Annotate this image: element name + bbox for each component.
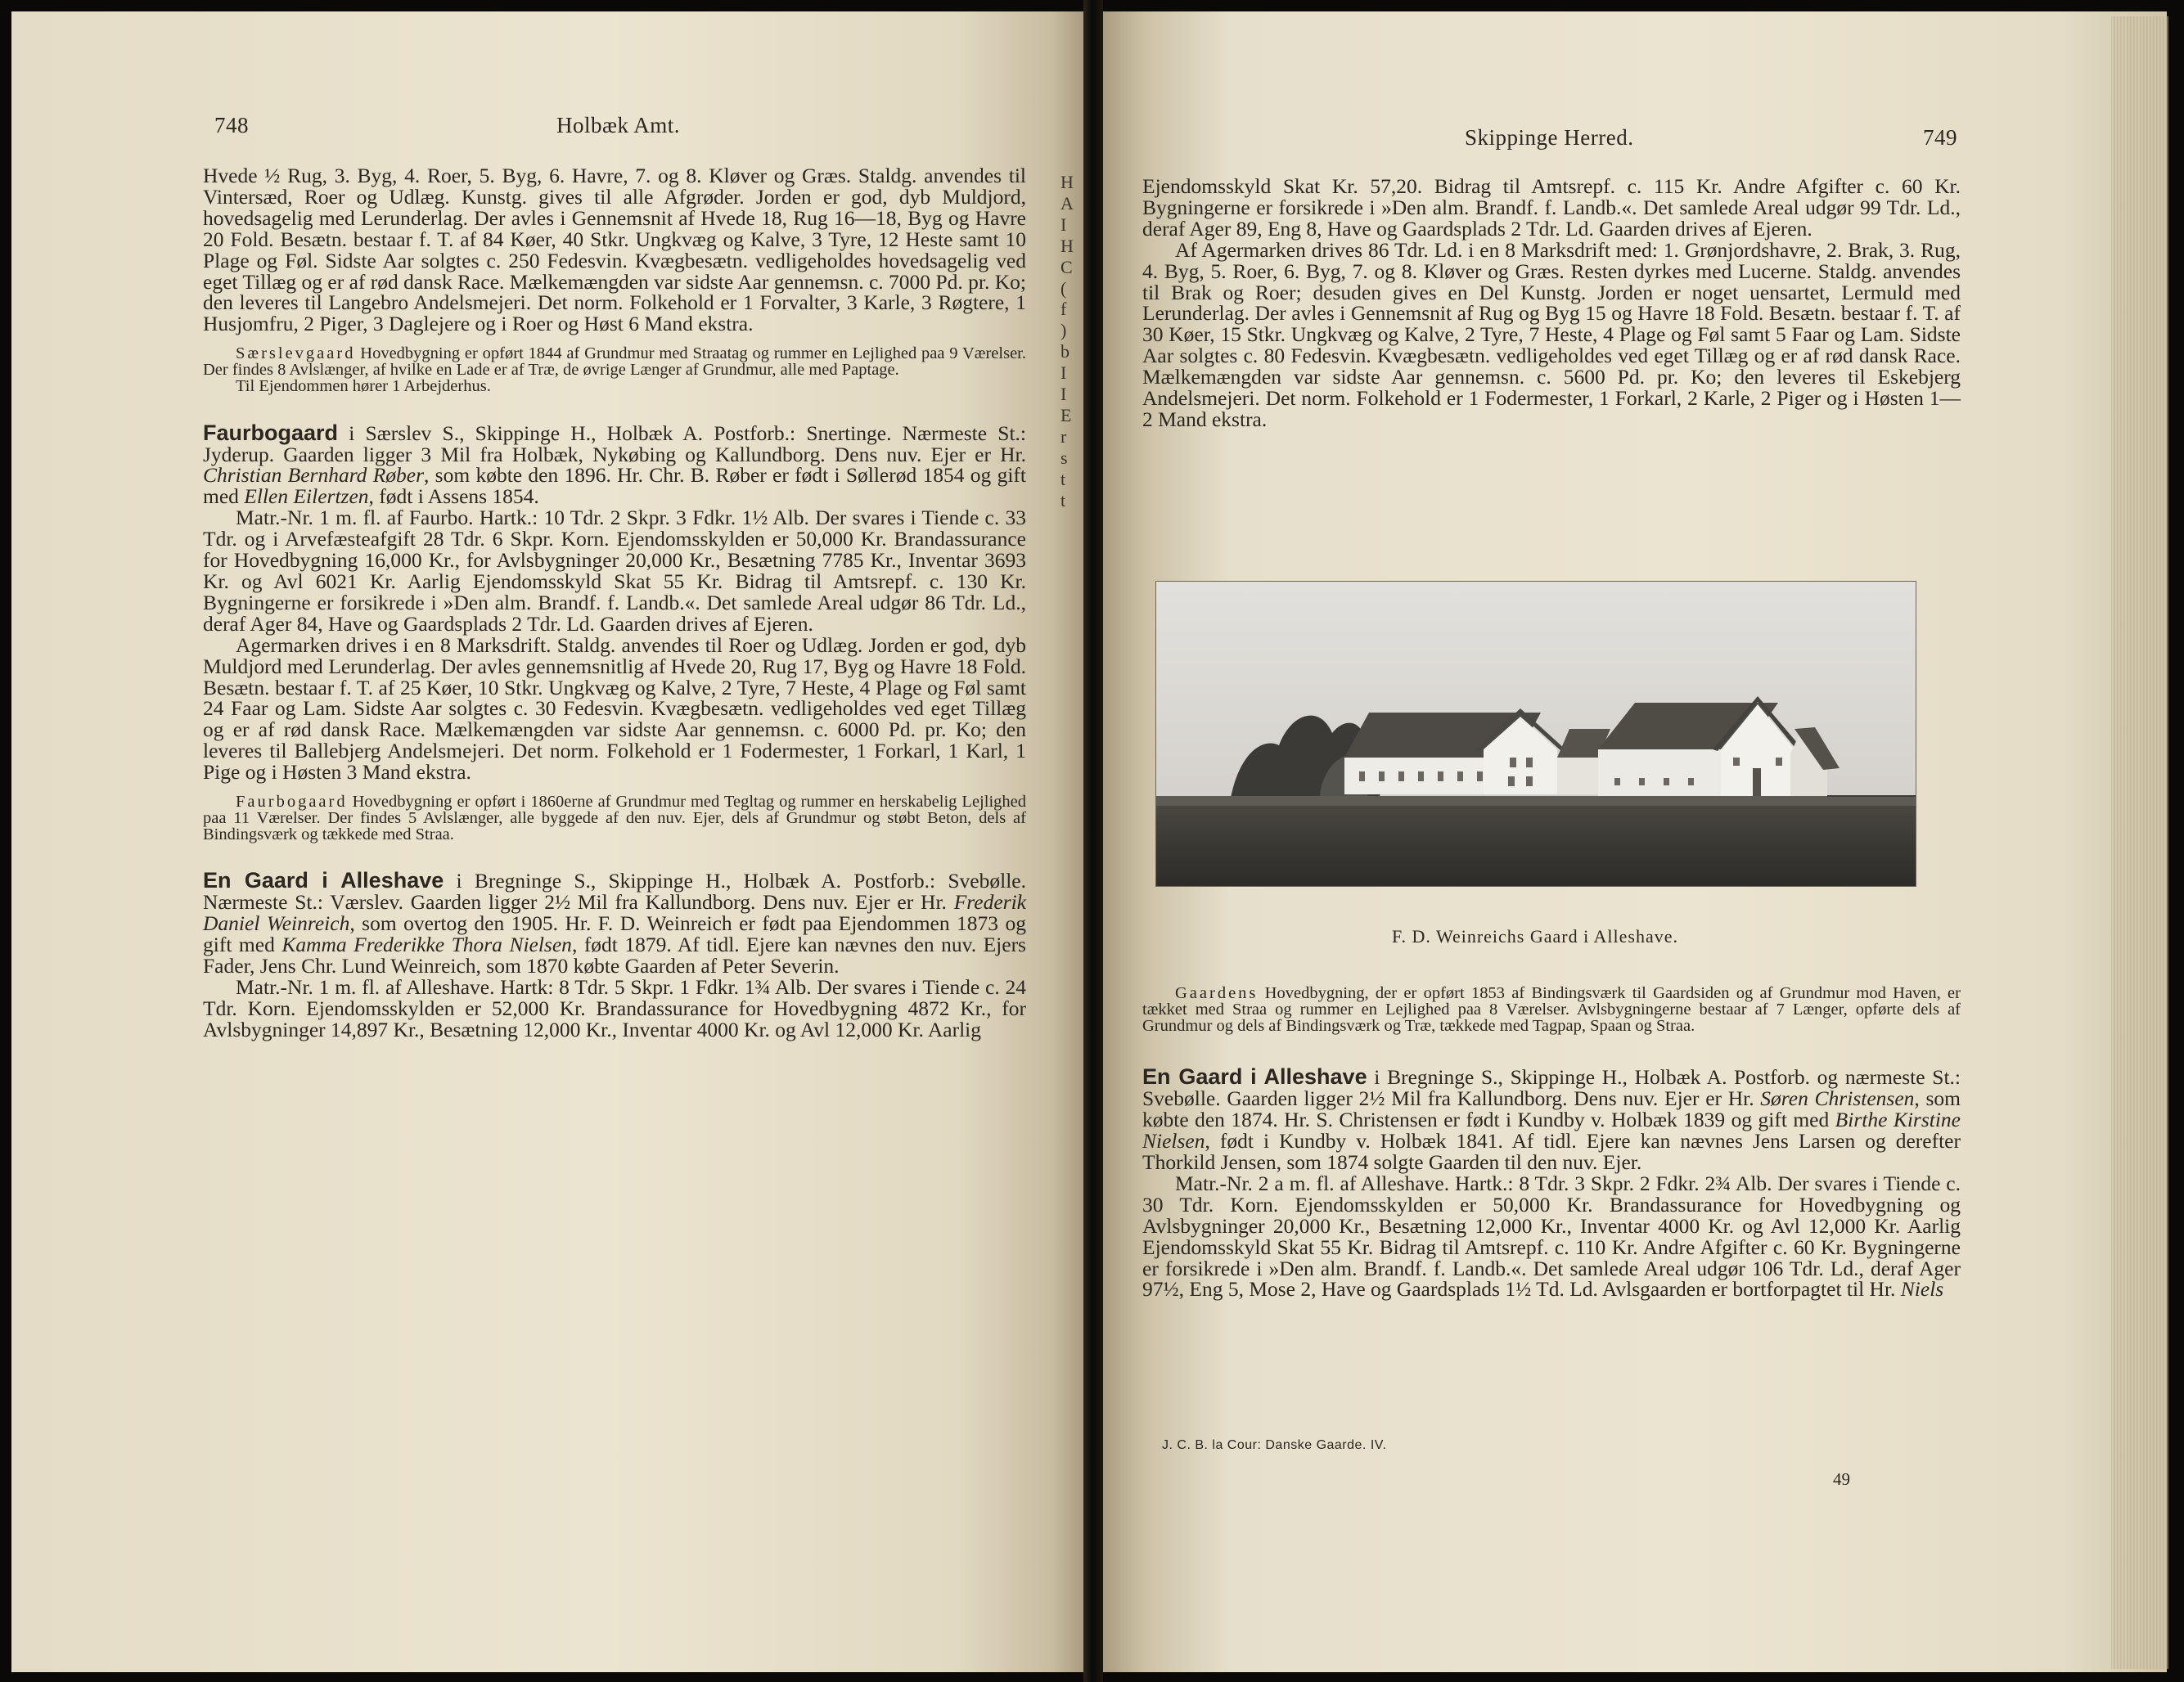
- fragment: r: [1060, 425, 1067, 447]
- farm-illustration: [1156, 582, 1916, 886]
- fragment: ): [1060, 320, 1067, 341]
- tenant-name: Niels: [1900, 1277, 1944, 1302]
- estate-entry-faurbogaard: [203, 420, 1026, 509]
- entry-text: , født 1879. Af tidl. Ejere kan nævnes den nuv. Ejers Fader, Jens Chr. Lund Weinreich, som 1870 købte Gaarden af Peter Severin.: [203, 933, 1026, 978]
- fragment: I: [1060, 362, 1067, 384]
- fragment: s: [1060, 447, 1068, 468]
- owner-name: Søren Christensen: [1760, 1086, 1915, 1111]
- signature-mark: 49: [1833, 1469, 1850, 1489]
- fragment: H: [1060, 235, 1074, 256]
- paragraph: Matr.-Nr. 1 m. fl. af Alleshave. Hartk: 8 Tdr. 5 Skpr. 1 Fdkr. 1¾ Alb. Der svares i Tiende c. 24 Tdr. Korn. Ejendomsskylden er 52,000 Kr. Brandassurance for Hovedbygning 4872 Kr., for Avlsbygninger 14,897 Kr., Besætning 12,000 Kr., Inventar 4000 Kr. og Avl 12,000 Kr. Aarlig: [203, 974, 1026, 1041]
- estate-entry-alleshave-2: [1142, 1064, 1961, 1175]
- fragment: A: [1060, 192, 1074, 214]
- show-through-fragments: [1060, 172, 1083, 511]
- entry-text: i Særslev S., Skippinge H., Holbæk A. Postforb.: Snertinge. Nærmeste St.: Jyderup. Gaarden ligger 3 Mil fra Holbæk, Nykøbing og Kallundborg. Dens nuv. Ejer er Hr.: [203, 420, 1026, 466]
- entry-text: , som købte den 1896. Hr. Chr. B. Røber er født i Søllerød 1854 og gift med: [203, 463, 1026, 509]
- owner-name: Christian Bernhard Røber: [203, 463, 425, 488]
- right-text-column-lower: [1142, 986, 1961, 1300]
- entry-text: , som overtog den 1905. Hr. F. D. Weinreich er født paa Ejendommen 1873 og gift med: [203, 911, 1026, 957]
- book-footer: J. C. B. la Cour: Danske Gaarde. IV.: [1162, 1438, 1387, 1452]
- spouse-name: Kamma Frederikke Thora Nielsen: [281, 933, 572, 957]
- entry-text: , født i Assens 1854.: [368, 484, 539, 509]
- spouse-name: Ellen Eilertzen: [244, 484, 369, 509]
- note-text: Hovedbygning er opført i 1860erne af Grundmur med Tegltag og rummer en herskabelig Lejlighed paa 11 Værelser. Der findes 5 Avlslænger, alle byggede af den nuv. Ejer, dels af Grundmur og støbt Beton, dels af Bindingsværk og tækkede med Straa.: [203, 793, 1026, 843]
- right-page-number: 749: [1923, 125, 1957, 150]
- paragraph: Af Agermarken drives 86 Tdr. Ld. i en 8 Marksdrift med: 1. Grønjordshavre, 2. Brak, 3. Rug, 4. Byg, 5. Roer, 6. Byg, 7. og 8. Kløver og Græs. Resten dyrkes med Lucerne. Staldg. anvendes til Brak og Roer; desuden gives en Del Kunstg. Jorden er noget uensartet, Lermuld med Lerunderlag. Der avles i Gennemsnit af Rug og Byg 15 og Havre 18 Fold. Besætn. bestaar f. T. af 30 Køer, 15 Stkr. Ungkvæg og Kalve, 2 Tyre, 7 Heste, 4 Plage og Føl samt 5 Faar og Lam. Sidste Aar solgtes c. 80 Fedesvin. Kvægbesætn. vedligeholdes ved eget Tillæg og er af rød dansk Race. Mælkemængden var sidste Aar gennemsn. c. 5600 Pd. pr. Ko; den leveres til Eskebjerg Andelsmejeri. Det norm. Folkehold er 1 Fodermester, 1 Forkarl, 2 Karle, 2 Piger og i Høsten 1—2 Mand ekstra.: [1142, 237, 1961, 431]
- estate-entry-alleshave: [203, 870, 1026, 977]
- fragment: I: [1060, 214, 1067, 235]
- left-text-column: [203, 165, 1026, 1041]
- fragment: f: [1060, 299, 1067, 320]
- estate-heading: Faurbogaard: [203, 420, 339, 445]
- entry-text: , som købte den 1874. Hr. S. Christensen er født i Kundby v. Holbæk 1839 og gift med: [1142, 1086, 1961, 1132]
- paragraph: Hvede ½ Rug, 3. Byg, 4. Roer, 5. Byg, 6. Havre, 7. og 8. Kløver og Græs. Staldg. anvendes til Vintersæd, Roer og Udlæg. Kunstg. gives til alle Afgrøder. Jorden er god, dyb Muldjord, hovedsagelig med Lerunderlag. Der avles i Gennemsnit af Hvede 18, Rug 16—18, Byg og Havre 20 Fold. Besætn. bestaar f. T. af 84 Køer, 40 Stkr. Ungkvæg og Kalve, 3 Tyre, 12 Heste samt 10 Plage og Føl. Sidste Aar solgtes c. 250 Fedesvin. Kvægbesætn. vedligeholdes hovedsagelig ved eget Tillæg og er af rød dansk Race. Mælkemængden var sidste Aar gennemsn. c. 7000 Pd. pr. Ko; den leveres til Langebro Andelsmejeri. Det norm. Folkehold er 1 Forvalter, 3 Karle, 3 Røgtere, 1 Husjomfru, 2 Piger, 3 Daglejere og i Roer og Høst 6 Mand ekstra.: [203, 164, 1026, 336]
- entry-text: Matr.-Nr. 2 a m. fl. af Alleshave. Hartk.: 8 Tdr. 3 Skpr. 2 Fdkr. 2¾ Alb. Der svares i Tiende c. 30 Tdr. Korn. Ejendomsskylden er 50,000 Kr. Brandassurance for Hovedbygning og Avlsbygninger 20,000 Kr., Besætning 12,000 Kr., Inventar 4000 Kr. og Avl 12,000 Kr. Aarlig Ejendomsskyld Skat 55 Kr. Bidrag til Amtsrepf. c. 110 Kr. Andre Afgifter c. 60 Kr. Bygningerne er forsikrede i »Den alm. Brandf. f. Landb.«. Det samlede Areal udgør 106 Tdr. Ld., deraf Ager 97½, Eng 5, Mose 2, Have og Gaardsplads 1½ Td. Ld. Avlsgaarden er bortforpagtet til Hr.: [1142, 1171, 1961, 1302]
- entry-text: i Bregninge S., Skippinge H., Holbæk A. Postforb.: Svebølle. Nærmeste St.: Værslev. Gaarden ligger 2½ Mil fra Kallundborg. Dens nuv. Ejer er Hr.: [203, 869, 1026, 915]
- building-note: [203, 346, 1026, 379]
- building-note-extra: Til Ejendommen hører 1 Arbejderhus.: [236, 376, 491, 395]
- left-page-number: 748: [214, 113, 249, 137]
- page-edges: [2111, 16, 2168, 1669]
- building-note: [203, 794, 1026, 843]
- estate-name: Gaardens: [1175, 984, 1259, 1002]
- fragment: I: [1060, 384, 1067, 405]
- building-note: [1142, 986, 1961, 1034]
- estate-heading: En Gaard i Alleshave: [1142, 1064, 1367, 1090]
- note-text: Hovedbygning, der er opført 1853 af Bindingsværk til Gaardsiden og af Grundmur mod Haven, er tækket med Straa og rummer en Lejlighed paa 8 Værelser. Avlsbygningerne bestaar af 7 Længer, opførte dels af Grundmur og dels af Bindingsværk og Træ, tækkede med Tagpap, Spaan og Straa.: [1142, 984, 1961, 1035]
- right-running-head: Skippinge Herred.: [1465, 125, 1634, 150]
- fragment: E: [1060, 404, 1072, 425]
- left-running-head: Holbæk Amt.: [556, 113, 681, 137]
- fragment: (: [1060, 277, 1067, 299]
- note-text: Hovedbygning er opført 1844 af Grundmur med Straatag og rummer en Lejlighed paa 9 Værelser. Der findes 8 Avlslænger, af hvilke en Lade er af Træ, de øvrige Længer af Grundmur, alle med Paptage.: [203, 344, 1026, 380]
- fragment: H: [1060, 172, 1074, 192]
- paragraph: Agermarken drives i en 8 Marksdrift. Staldg. anvendes til Roer og Udlæg. Jorden er god, dyb Muldjord med Lerunderlag. Der avles gennemsnitlig af Hvede 20, Rug 17, Byg og Havre 18 Fold. Besætn. bestaar f. T. af 25 Køer, 10 Stkr. Ungkvæg og Kalve, 2 Tyre, 7 Heste, 4 Plage og Føl samt 24 Faar og Lam. Sidste Aar solgtes c. 30 Fedesvin. Kvægbesætn. vedligeholdes ved eget Tillæg og er af rød dansk Race. Mælkemængden var sidste Aar gennemsn. c. 6000 Pd. pr. Ko; den leveres til Ballebjerg Andelsmejeri. Det norm. Folkehold er 1 Fodermester, 1 Forkarl, 1 Karl, 1 Pige og i Høsten 3 Mand ekstra.: [203, 632, 1026, 785]
- estate-name: Faurbogaard: [236, 793, 348, 812]
- paragraph: [1142, 1173, 1961, 1300]
- book-gutter: [1083, 0, 1103, 1682]
- paragraph: Ejendomsskyld Skat Kr. 57,20. Bidrag til Amtsrepf. c. 115 Kr. Andre Afgifter c. 60 Kr. Bygningerne er forsikrede i »Den alm. Brandf. f. Landb.«. Det samlede Areal udgør 99 Tdr. Ld., deraf Ager 89, Eng 8, Have og Gaardsplads 2 Tdr. Ld. Gaarden drives af Ejeren.: [1142, 174, 1961, 241]
- estate-name: Særslevgaard: [236, 344, 356, 363]
- entry-text: i Bregninge S., Skippinge H., Holbæk A. Postforb. og nærmeste St.: Svebølle. Gaarden ligger 2½ Mil fra Kallundborg. Dens nuv. Ejer er Hr.: [1142, 1065, 1961, 1111]
- spouse-name: Birthe Kirstine Nielsen: [1142, 1108, 1961, 1154]
- fragment: t: [1060, 489, 1066, 510]
- farm-photograph: [1155, 581, 1916, 887]
- paragraph: Matr.-Nr. 1 m. fl. af Faurbo. Hartk.: 10 Tdr. 2 Skpr. 3 Fdkr. 1½ Alb. Der svares i Tiende c. 33 Tdr. og i Arvefæsteafgift 28 Tdr. 6 Skpr. Korn. Ejendomsskylden er 50,000 Kr. Brandassurance for Hovedbygning 16,000 Kr., for Avlsbygninger 20,000 Kr., Besætning 7785 Kr., Inventar 3693 Kr. og Avl 6021 Kr. Aarlig Ejendomsskyld Skat 55 Kr. Bidrag til Amtsrepf. c. 130 Kr. Bygningerne er forsikrede i »Den alm. Brandf. f. Landb.«. Det samlede Areal udgør 86 Tdr. Ld., deraf Ager 84, Have og Gaardsplads 2 Tdr. Ld. Gaarden drives af Ejeren.: [203, 506, 1026, 636]
- fragment: C: [1060, 256, 1073, 277]
- owner-name: Frederik Daniel Weinreich: [203, 890, 1026, 936]
- photo-caption: F. D. Weinreichs Gaard i Alleshave.: [1392, 926, 1678, 947]
- right-text-column: [1142, 176, 1961, 430]
- fragment: b: [1060, 341, 1069, 362]
- entry-text: , født i Kundby v. Holbæk 1841. Af tidl. Ejere kan nævnes Jens Larsen og derefter Thorkild Jensen, som 1874 solgte Gaarden til den nuv. Ejer.: [1142, 1129, 1961, 1175]
- estate-heading: En Gaard i Alleshave: [203, 868, 444, 893]
- fragment: t: [1060, 468, 1066, 489]
